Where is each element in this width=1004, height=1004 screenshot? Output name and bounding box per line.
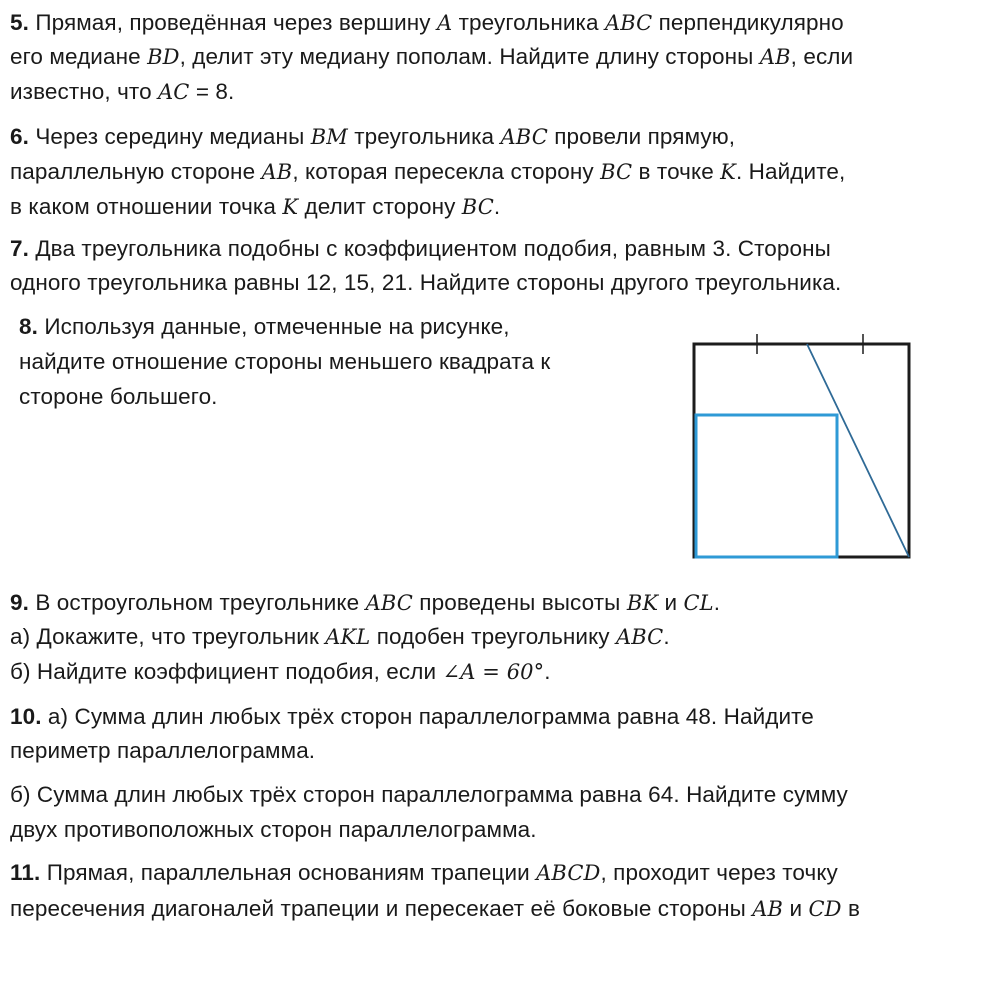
problem-8-line-3 [19, 384, 218, 410]
squares-figure [680, 310, 950, 580]
text: = 8. [189, 79, 235, 104]
text: проведены высоты [412, 590, 627, 615]
text: в [841, 896, 860, 921]
text: пересечения диагоналей трапеции и пересекает её боковые стороны [10, 896, 753, 921]
math: ABC [604, 11, 653, 35]
text: Через середину медианы [28, 124, 311, 149]
math: K [720, 160, 736, 184]
text: Два треугольника подобны с коэффициентом подобия, равным 3. Стороны [28, 236, 831, 261]
math: ∠A = 60° [442, 660, 545, 684]
text: Используя данные, отмеченные на рисунке, [37, 314, 510, 339]
text: найдите отношение стороны меньшего квадрата к [19, 349, 551, 374]
text: и [783, 896, 809, 921]
diagonal-line [807, 344, 909, 557]
problem-11-line-1 [10, 860, 838, 886]
math: ABC [615, 625, 664, 649]
math: CL [683, 591, 714, 615]
text: периметр параллелограмма. [10, 738, 316, 763]
problem-number: 8. [19, 314, 38, 339]
text: Прямая, параллельная основаниям трапеции [40, 860, 537, 885]
problem-5-line-2 [10, 44, 853, 70]
math: BC [600, 160, 633, 184]
text: , если [790, 44, 854, 69]
text: одного треугольника равны 12, 15, 21. Найдите стороны другого треугольника. [10, 270, 842, 295]
smaller-square [696, 415, 837, 557]
problem-10-line-3 [10, 782, 848, 808]
text: треугольника [347, 124, 501, 149]
problem-9-line-3 [10, 659, 551, 685]
text: , делит эту медиану пополам. Найдите длину стороны [179, 44, 760, 69]
problem-5-line-3 [10, 79, 234, 105]
problem-number: 10. [10, 704, 42, 729]
problem-number: 11. [10, 860, 41, 885]
problem-6-line-1 [10, 124, 735, 150]
math: ABC [500, 125, 548, 149]
math: AC [158, 80, 190, 104]
math: AB [752, 897, 784, 921]
math: BM [310, 125, 348, 149]
text: делит сторону [298, 194, 462, 219]
problem-number: 9. [10, 590, 29, 615]
problem-10-line-1 [10, 704, 814, 730]
problem-number: 7. [10, 236, 29, 261]
text: а) Сумма длин любых трёх сторон параллелограмма равна 48. Найдите [41, 704, 814, 729]
problem-10-line-2 [10, 738, 315, 764]
text: а) Докажите, что треугольник [10, 624, 326, 649]
text: . Найдите, [735, 159, 846, 184]
math: AB [759, 45, 791, 69]
math: ABCD [536, 861, 601, 885]
problem-9-line-2 [10, 624, 670, 650]
text: параллельную стороне [10, 159, 262, 184]
squares-diagram [680, 310, 950, 580]
problem-11-line-2 [10, 896, 860, 922]
math: ABC [365, 591, 413, 615]
math: A [437, 11, 453, 35]
problem-8-line-1 [19, 314, 510, 340]
text: в каком отношении точка [10, 194, 283, 219]
larger-square [694, 344, 909, 557]
text: б) Найдите коэффициент подобия, если [10, 659, 443, 684]
math: K [282, 195, 299, 219]
text: перпендикулярно [652, 10, 844, 35]
text: стороне большего. [19, 384, 218, 409]
text: . [493, 194, 501, 219]
text: и [658, 590, 684, 615]
text: . [713, 590, 721, 615]
math: AKL [325, 625, 371, 649]
math: BC [461, 195, 494, 219]
text: его медиане [10, 44, 148, 69]
text: . [663, 624, 670, 649]
text: . [544, 659, 551, 684]
problem-8-line-2 [19, 349, 550, 375]
problem-5-line-1 [10, 10, 844, 36]
text: Прямая, проведённая через вершину [28, 10, 437, 35]
text: известно, что [10, 79, 159, 104]
text: б) Сумма длин любых трёх сторон параллелограмма равна 64. Найдите сумму [10, 782, 848, 807]
math: CD [808, 897, 842, 921]
text: в точке [632, 159, 721, 184]
text: , проходит через точку [600, 860, 838, 885]
text: , которая пересекла сторону [292, 159, 601, 184]
problem-number: 6. [10, 124, 29, 149]
problem-9-line-1 [10, 590, 720, 616]
text: провели прямую, [547, 124, 736, 149]
text: подобен треугольнику [370, 624, 616, 649]
text: треугольника [452, 10, 605, 35]
math: AB [261, 160, 293, 184]
problem-6-line-2 [10, 159, 845, 185]
math: BK [626, 591, 659, 615]
problem-7-line-2 [10, 270, 841, 296]
problem-number: 5. [10, 10, 29, 35]
text: двух противоположных сторон параллелограмма. [10, 817, 537, 842]
text: В остроугольном треугольнике [28, 590, 366, 615]
problem-6-line-3 [10, 194, 500, 220]
problem-7-line-1 [10, 236, 831, 262]
math: BD [147, 45, 180, 69]
problem-10-line-4 [10, 817, 537, 843]
